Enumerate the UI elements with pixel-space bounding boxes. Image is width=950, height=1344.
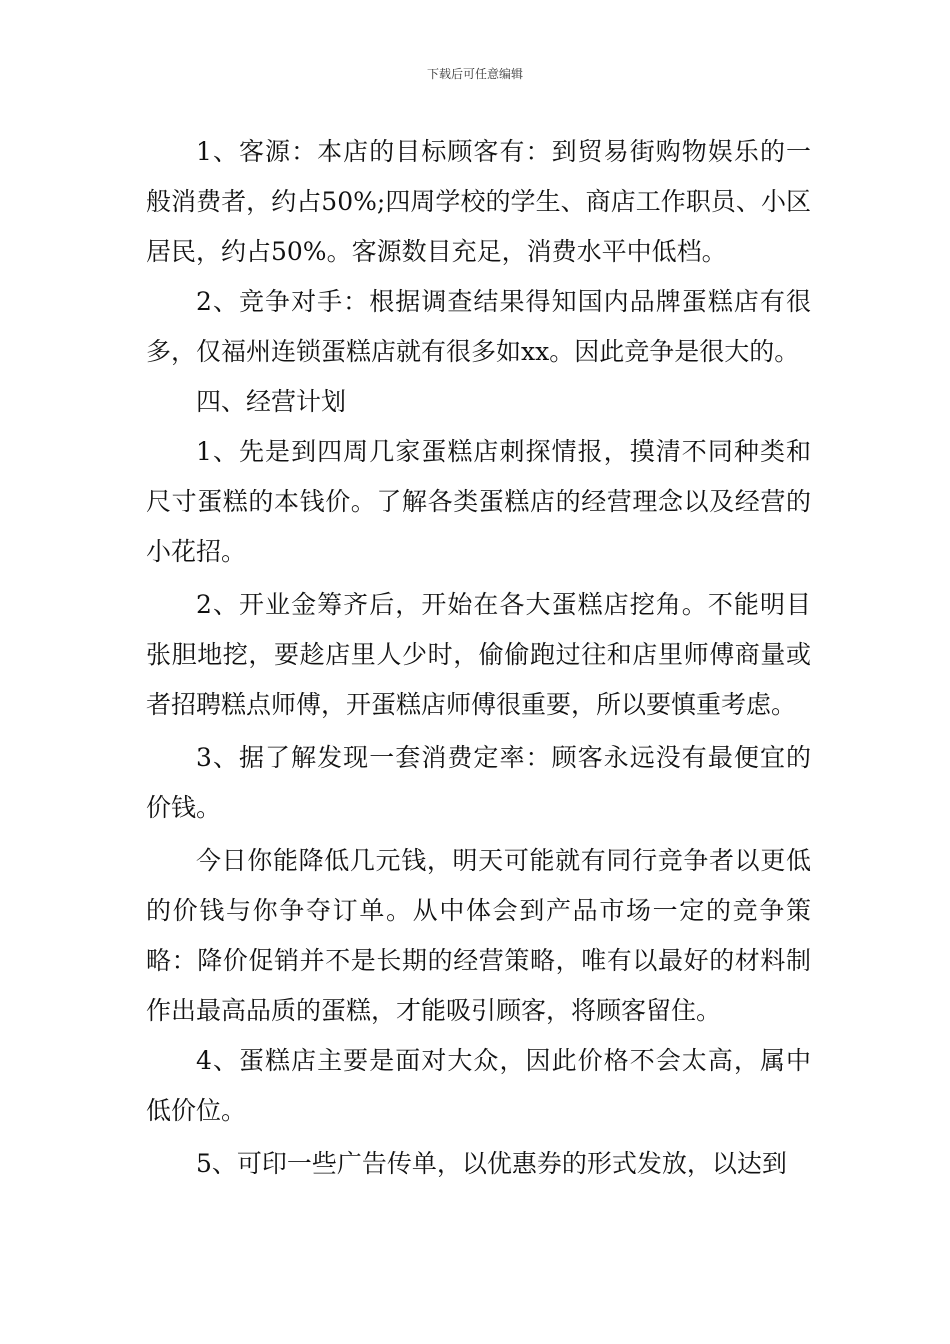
paragraph-plan-5: 5、可印一些广告传单，以优惠券的形式发放，以达到 xyxy=(196,1149,787,1178)
paragraph-plan-4: 4、蛋糕店主要是面对大众，因此价格不会太高，属中低价位。 xyxy=(146,1046,811,1125)
paragraph-plan-2: 2、开业金筹齐后，开始在各大蛋糕店挖角。不能明目张胆地挖，要趁店里人少时，偷偷跑过往和店里师傅商量或者招聘糕点师傅，开蛋糕店师傅很重要，所以要慎重考虑。 xyxy=(146,590,811,719)
section-heading-business-plan: 四、经营计划 xyxy=(196,387,347,416)
paragraph-plan-1: 1、先是到四周几家蛋糕店刺探情报，摸清不同种类和尺寸蛋糕的本钱价。了解各类蛋糕店的经营理念以及经营的小花招。 xyxy=(146,437,811,566)
paragraph-customer-source: 1、客源：本店的目标顾客有：到贸易街购物娱乐的一般消费者，约占50%;四周学校的学生、商店工作职员、小区居民，约占50%。客源数目充足，消费水平中低档。 xyxy=(146,137,811,266)
paragraph-pricing-strategy: 今日你能降低几元钱，明天可能就有同行竞争者以更低的价钱与你争夺订单。从中体会到产品市场一定的竞争策略：降价促销并不是长期的经营策略，唯有以最好的材料制作出最高品质的蛋糕，才能吸引顾客，将顾客留住。 xyxy=(146,846,811,1025)
paragraph-competitors: 2、竞争对手：根据调查结果得知国内品牌蛋糕店有很多，仅福州连锁蛋糕店就有很多如xx。因此竞争是很大的。 xyxy=(146,287,811,366)
paragraph-plan-3: 3、据了解发现一套消费定率：顾客永远没有最便宜的价钱。 xyxy=(146,743,811,822)
document-body xyxy=(146,127,811,1189)
page-header: 下载后可任意编辑 xyxy=(426,67,523,81)
